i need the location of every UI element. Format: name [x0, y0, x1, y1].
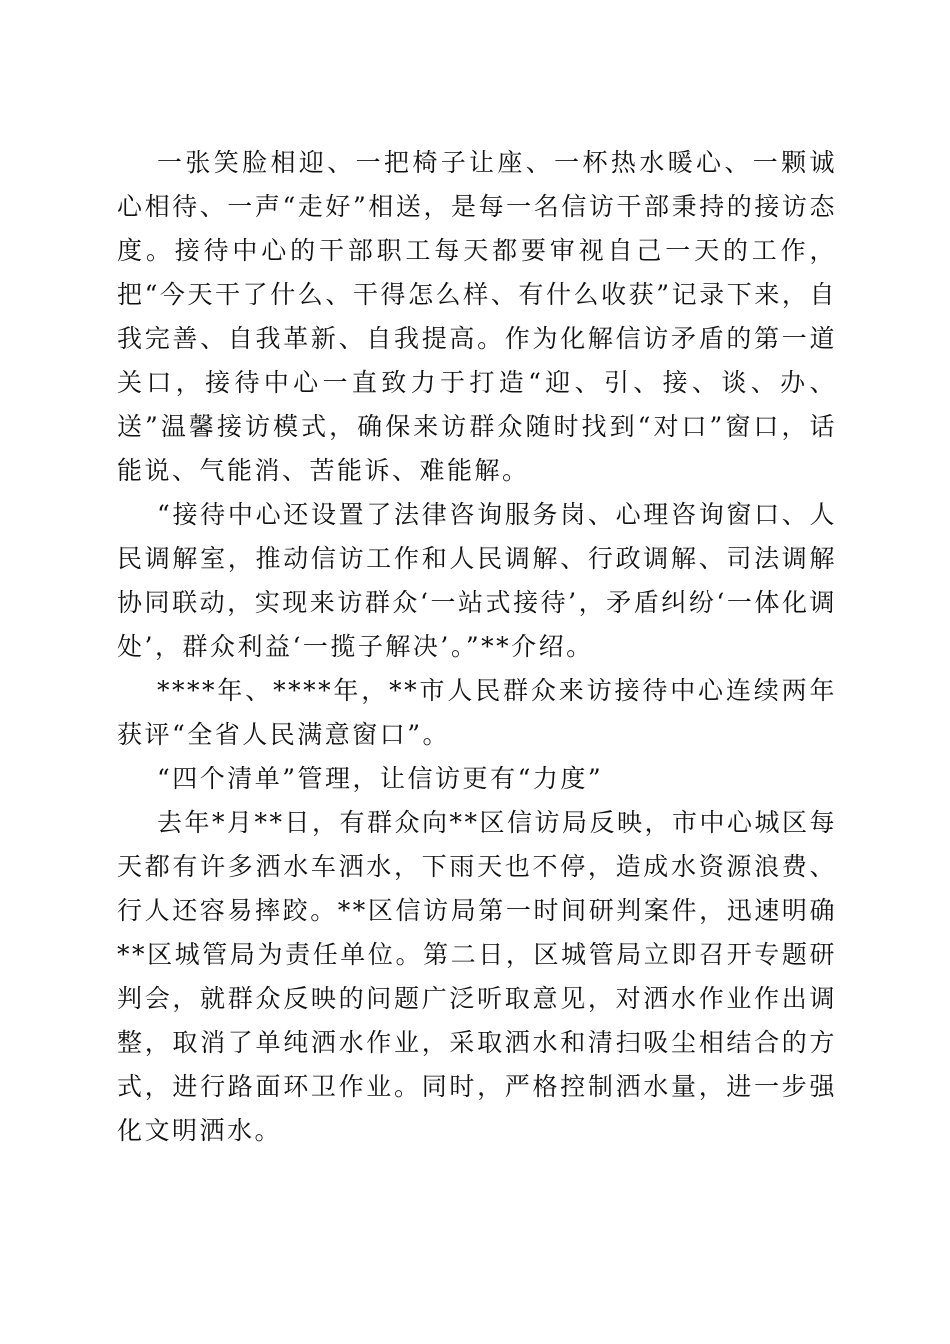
document-page: [117, 141, 837, 1153]
body-paragraph-service-posts: “接待中心还设置了法律咨询服务岗、心理咨询窗口、人民调解室，推动信访工作和人民调解、行政调解、司法调解协同联动，实现来访群众‘一站式接待’，矛盾纠纷‘一体化调处’，群众利益‘一揽子解决’。”**介绍。: [117, 500, 837, 661]
body-paragraph-award: ****年、****年，**市人民群众来访接待中心连续两年获评“全省人民满意窗口”。: [117, 676, 837, 749]
body-paragraph-sprinkler-case: 去年*月**日，有群众向**区信访局反映，市中心城区每天都有许多洒水车洒水，下雨天也不停，造成水资源浪费、行人还容易摔跤。**区信访局第一时间研判案件，迅速明确**区城管局为责任单位。第二日，区城管局立即召开专题研判会，就群众反映的问题广泛听取意见，对洒水作业作出调整，取消了单纯洒水作业，采取洒水和清扫吸尘相结合的方式，进行路面环卫作业。同时，严格控制洒水量，进一步强化文明洒水。: [117, 808, 838, 1145]
body-paragraph-reception-attitude: 一张笑脸相迎、一把椅子让座、一杯热水暖心、一颗诚心相待、一声“走好”相送，是每一名信访干部秉持的接访态度。接待中心的干部职工每天都要审视自己一天的工作，把“今天干了什么、干得怎么样、有什么收获”记录下来，自我完善、自我革新、自我提高。作为化解信访矛盾的第一道关口，接待中心一直致力于打造“迎、引、接、谈、办、送”温馨接访模式，确保来访群众随时找到“对口”窗口，话能说、气能消、苦能诉、难能解。: [117, 148, 837, 485]
section-heading: “四个清单”管理，让信访更有“力度”: [157, 764, 604, 793]
